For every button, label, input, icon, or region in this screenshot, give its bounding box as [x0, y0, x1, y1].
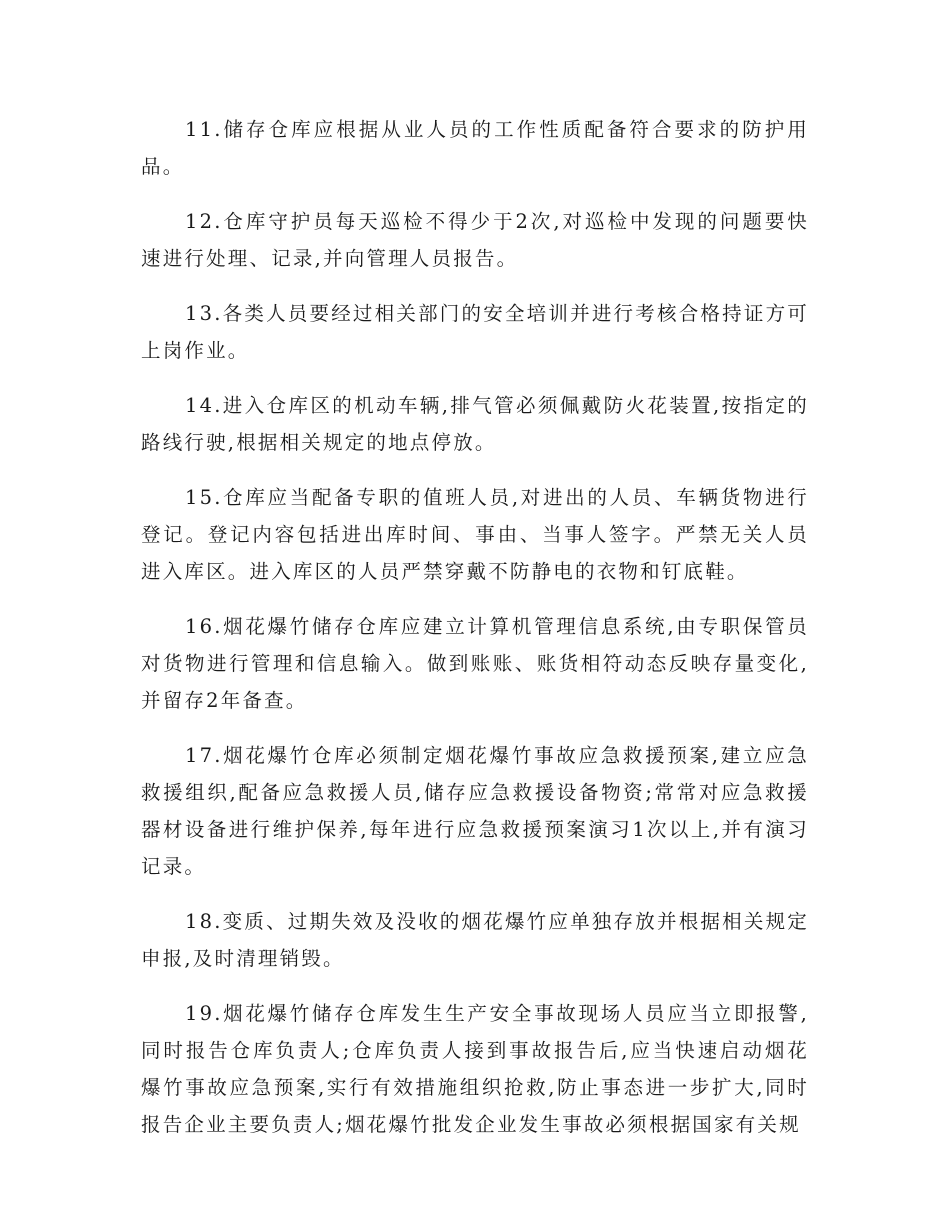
paragraph-13: 13.各类人员要经过相关部门的安全培训并进行考核合格持证方可上岗作业。: [141, 302, 809, 362]
paragraph-15: 15.仓库应当配备专职的值班人员,对进出的人员、车辆货物进行登记。登记内容包括进出库时间、事由、当事人签字。严禁无关人员进入库区。进入库区的人员严禁穿戴不防静电的衣物和钉底鞋。: [141, 486, 809, 583]
document-body: [141, 111, 809, 1161]
paragraph-14: 14.进入仓库区的机动车辆,排气管必须佩戴防火花装置,按指定的路线行驶,根据相关规定的地点停放。: [141, 394, 809, 454]
paragraph-12: 12.仓库守护员每天巡检不得少于2次,对巡检中发现的问题要快速进行处理、记录,并向管理人员报告。: [141, 210, 809, 270]
paragraph-18: 18.变质、过期失效及没收的烟花爆竹应单独存放并根据相关规定申报,及时清理销毁。: [141, 910, 809, 970]
paragraph-17: 17.烟花爆竹仓库必须制定烟花爆竹事故应急救援预案,建立应急救援组织,配备应急救援人员,储存应急救援设备物资;常常对应急救援器材设备进行维护保养,每年进行应急救援预案演习1次以上,并有演习记录。: [141, 744, 809, 878]
paragraph-16: 16.烟花爆竹储存仓库应建立计算机管理信息系统,由专职保管员对货物进行管理和信息输入。做到账账、账货相符动态反映存量变化,并留存2年备查。: [141, 615, 809, 712]
paragraph-11: 11.储存仓库应根据从业人员的工作性质配备符合要求的防护用品。: [141, 118, 809, 178]
paragraph-19: 19.烟花爆竹储存仓库发生生产安全事故现场人员应当立即报警,同时报告仓库负责人;仓库负责人接到事故报告后,应当快速启动烟花爆竹事故应急预案,实行有效措施组织抢救,防止事态进一步扩大,同时报告企业主要负责人;烟花爆竹批发企业发生事故必须根据国家有关规: [141, 1002, 809, 1136]
